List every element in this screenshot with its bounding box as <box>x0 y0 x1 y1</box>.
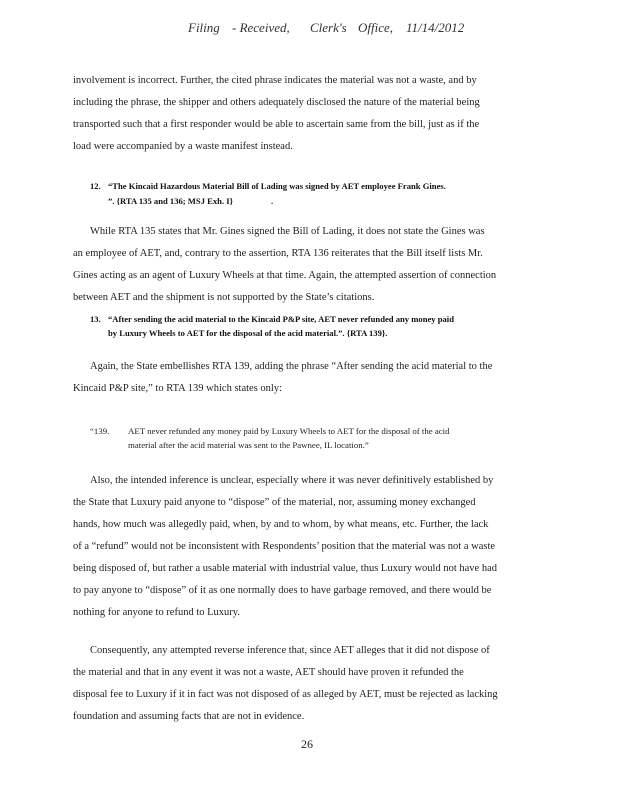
header-office: Office, <box>358 20 394 35</box>
para4-line: nothing for anyone to refund to Luxury. <box>73 607 240 618</box>
para3-line: Again, the State embellishes RTA 139, adding the phrase “After sending the acid material to the <box>90 361 493 372</box>
para5-line: the material and that in any event it was not a waste, AET should have proven it refunded the <box>73 667 464 678</box>
quote139-number: “139. <box>90 426 110 436</box>
header-received: - Received, <box>232 20 290 35</box>
para1-line: including the phrase, the shipper and others adequately disclosed the nature of the material being <box>73 97 480 108</box>
para2-line: Gines acting as an agent of Luxury Wheels at that time. Again, the attempted assertion of connection <box>73 270 497 281</box>
para3-line: Kincaid P&P site,” to RTA 139 which states only: <box>73 383 283 394</box>
item13-heading-cont: by Luxury Wheels to AET for the disposal of the acid material.”. {RTA 139}. <box>108 328 388 338</box>
page-number: 26 <box>301 737 313 751</box>
quote139-text-cont: material after the acid material was sent to the Pawnee, IL location.” <box>128 440 369 450</box>
para4-line: being disposed of, but rather a usable material with industrial value, thus Luxury would not have had <box>73 563 497 574</box>
item12-number: 12. <box>90 181 101 191</box>
para4-line: hands, how much was allegedly paid, when, by and to whom, by what means, etc. Further, the lack <box>73 519 489 530</box>
header-filing: Filing <box>188 20 220 35</box>
para4-line: the State that Luxury paid anyone to “dispose” of the material, nor, assuming money exchanged <box>73 497 476 508</box>
item13-number: 13. <box>90 314 101 324</box>
quote139-text: AET never refunded any money paid by Luxury Wheels to AET for the disposal of the acid <box>128 426 450 436</box>
para1-line: transported such that a first responder would be able to ascertain same from the bill, just as if the <box>73 119 480 130</box>
item12-heading: “The Kincaid Hazardous Material Bill of Lading was signed by AET employee Frank Gines. <box>108 181 446 191</box>
header-clerks: Clerk's <box>310 20 347 35</box>
para4-line: of a “refund” would not be inconsistent with Respondents’ position that the material was not a waste <box>73 541 496 552</box>
para2-line: While RTA 135 states that Mr. Gines signed the Bill of Lading, it does not state the Gines was <box>90 226 485 237</box>
para2-line: between AET and the shipment is not supported by the State’s citations. <box>73 292 375 303</box>
item12-citation: ”. {RTA 135 and 136; MSJ Exh. I} <box>108 196 233 206</box>
para5-line: disposal fee to Luxury if it in fact was not disposed of as alleged by AET, must be rejected as lacking <box>73 689 498 700</box>
item12-trailing: . <box>271 196 274 206</box>
para5-line: Consequently, any attempted reverse inference that, since AET alleges that it did not dispose of <box>90 645 490 656</box>
para4-line: to pay anyone to “dispose” of it as one normally does to have garbage removed, and there would be <box>73 585 492 596</box>
para5-line: foundation and assuming facts that are not in evidence. <box>73 711 305 722</box>
para4-line: Also, the intended inference is unclear, especially where it was never definitively established by <box>90 475 494 486</box>
para1-line: load were accompanied by a waste manifest instead. <box>73 141 293 152</box>
header-date: 11/14/2012 <box>406 20 465 35</box>
item13-heading: “After sending the acid material to the Kincaid P&P site, AET never refunded any money paid <box>108 314 454 324</box>
para2-line: an employee of AET, and, contrary to the assertion, RTA 136 reiterates that the Bill itself lists Mr. <box>73 248 483 259</box>
para1-line: involvement is incorrect. Further, the cited phrase indicates the material was not a waste, and by <box>73 75 477 86</box>
